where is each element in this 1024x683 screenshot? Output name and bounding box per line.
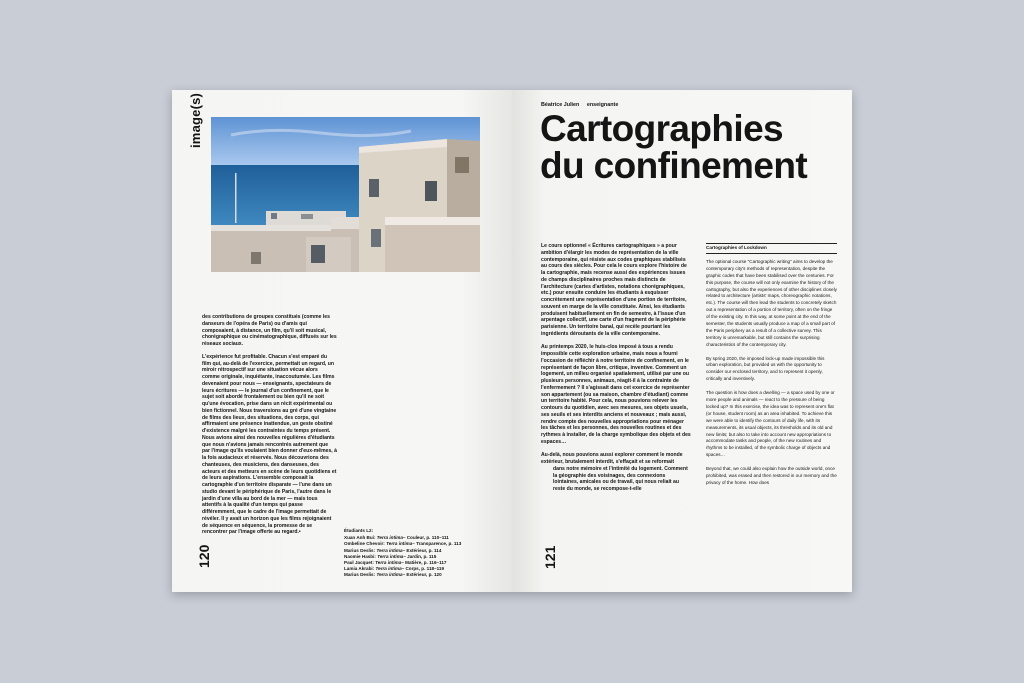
section-label: image(s) — [188, 92, 203, 148]
article-title — [540, 110, 840, 184]
english-translation — [706, 243, 837, 494]
paragraph: Le cours optionnel « Écritures cartographiques » a pour ambition d'élargir les modes de représentation de la ville contemporaine, qui résiste aux codes graphiques stabilisés au cours des siècles. Pour cela le cours explore l'histoire de la cartographie, mais recense aussi des expériences issues de champs disciplinaires proches mais distincts de l'architecture (cartes d'artistes, notations chorégraphiques, etc.) pour ensuite conduire les étudiants à esquisser concrètement une représentation d'une portion de territoire, souvent en marge de la ville constituée. Ainsi, les étudiants produisent habituellement en fin de semestre, à l'issue d'un arpentage collectif, une carte d'un fragment de la périphérie parisienne. Un territoire banal, qui recèle pourtant les ingrédients déroutants de la ville contemporaine. — [541, 243, 687, 337]
page-number-left: 120 — [196, 544, 212, 568]
credit-entry: Marius Deslis: Terra intima– Extérieur, p. 114 — [344, 547, 442, 553]
credits-heading: Étudiants L2: — [344, 528, 374, 533]
author-role: enseignante — [586, 102, 619, 108]
credit-entry: Naomie Hasbi: Terra intima– Jardin, p. 115 — [344, 553, 437, 559]
credit-entry: Xuan Anh Bui: Terra intima– Couleur, p. 110–111 — [344, 535, 449, 541]
page-number-right: 121 — [542, 545, 558, 569]
title-line: Cartographies — [540, 108, 784, 149]
book-spread — [172, 90, 852, 592]
paragraph: Au printemps 2020, le huis-clos imposé à tous a rendu impossible cette exploration urbaine, mais nous a fourni l'occasion de réfléchir à notre territoire de confinement, en le représentant de façon libre, critique, inventive. Comment un logement, un milieu organisé spatialement, utilisé par une ou plusieurs personnes, animaux, réagit-il à la contrainte de l'enfermement ? Il s'agissait dans cet exercice de représenter son appartement (ou sa maison, chambre d'étudiant) comme un territoire habité. Pour cela, nous pouvions relever les contours du quotidien, avec ses mesures, ses objets usuels, ses seuils et ses interdits anciens et nouveaux ; mais aussi, rendre compte des nouvelles appropriations pour ménager les tâches et les personnes, des nouvelles routines et des rythmes à installer, de la charge symbolique des objets et des espaces… — [541, 344, 691, 445]
coastal-building-photo — [211, 117, 480, 272]
student-credits — [344, 528, 484, 579]
right-page — [512, 90, 852, 592]
paragraph: The optional course "Cartographic writing" aims to develop the contemporary city's methods of representation, despite the graphic codes that have been stabilised over the centuries. For this purpose, the course will not only examine the history of the cartography, but also the experiences of other disciplines closely related to architecture (artists' maps, choreographic notations, etc.). The course will then lead the students to concretely sketch out a representation of a portion of territory, often on the fringe of the existing city. In this way, at some point at the end of the semester, the students usually produce a map of a small part of the Paris periphery as a result of a collective survey. This territory is unremarkable, but still contains the surprising characteristics of the contemporary city. — [706, 258, 837, 347]
paragraph: des contributions de groupes constitués (comme les danseurs de l'opéra de Paris) ou d'amis qui composaient, à distance, un film, qu'il soit musical, chorégraphique ou cinématographique, diffusés sur les réseaux sociaux. — [202, 314, 337, 347]
author-name: Béatrice Julien — [541, 102, 580, 108]
paragraph: Beyond that, we could also explain how the outside world, once prohibited, was erased and then restored in our memory and the privacy of the home. How does — [706, 466, 837, 485]
paragraph: L'expérience fut profitable. Chacun s'est emparé du film qui, au-delà de l'exercice, permettait un regard, un miroir rétrospectif sur une situation vécue alors comme originale, inquiétante, inaccoutumée. Les films devenaient pour nous — enseignants, spectateurs de leurs écritures — le journal d'un confinement, que le sujet soit abordé frontalement ou bien qu'il ne soit qu'une évocation, prise dans un récit expérimental ou bien fictionnel. Nous traversions au gré d'une vingtaine de films des lieux, des situations, des corps, qui affirmaient une présence inattendue, un geste obstiné d'existence malgré les contraintes du temps présent. Nous avions ainsi des nouvelles régulières d'étudiants que nous n'avions jamais rencontrés autrement que par l'image qu'ils voulaient bien donner d'eux-mêmes, à la fois audacieux et réservés. Nous découvrions des chanteuses, des musiciens, des danseuses, des acteurs et des metteurs en scène de leurs quotidiens et de leurs aspirations. L'ensemble composait la cartographie d'un territoire disparate — l'une dans un studio devant le périphérique de Paris, l'autre dans le jardin d'une villa au bord de la mer — mais tous attentifs à la qualité d'un temps qui passe différemment, que le cadre de l'image permettait de révéler. Il y avait un horizon que les films rejoignaient de séquence en séquence, la promesse de se rencontrer par l'image offerte au regard.• — [202, 353, 337, 536]
paragraph: Au-delà, nous pouvions aussi explorer comment le monde extérieur, brutalement interdit, s'effaçait et se reformait — [541, 452, 683, 465]
left-body-text — [202, 314, 337, 543]
credit-entry: Ombeline Chevoir: Terra intima– Transparence, p. 113 — [344, 541, 462, 547]
translation-heading: Cartographies of Lockdown — [706, 243, 837, 254]
paragraph: The question is how does a dwelling — a space used by one or more people and animals — react to the pressure of being locked up? In this exercise, the idea was to represent one's flat (or house, student room) as an area inhabited. To achieve this we were able to identify the contours of daily life, with its measurements, its usual objects, its thresholds and its old and new limits; but also to take into account new appropriations to accommodate tasks and people, of the new routines and rhythms to be installed, of the symbolic charge of objects and spaces… — [706, 390, 835, 458]
right-body-text — [541, 243, 691, 500]
paragraph: By spring 2020, the imposed lock-up made impossible this urban exploration, but provided us with the opportunity to consider our enclosed territory, and to represent it openly, critically and inventively. — [706, 355, 825, 382]
left-page — [172, 90, 512, 592]
title-line: du confinement — [540, 145, 808, 186]
paragraph: dans notre mémoire et l'intimité du logement. Comment la géographie des voisinages, des connexions lointaines, amicales ou de travail, qui nous reliait au reste du monde, se recompose-t-elle — [553, 465, 688, 492]
credit-entry: Paul Jacquet: Terra intima– Matière, p. 116–117 — [344, 560, 447, 566]
credit-entry: Marius Deslis: Terra intima– Extérieur, p. 120 — [344, 572, 442, 578]
credit-entry: Lamia Akrabi: Terra intima– Corps, p. 118–119 — [344, 566, 445, 572]
